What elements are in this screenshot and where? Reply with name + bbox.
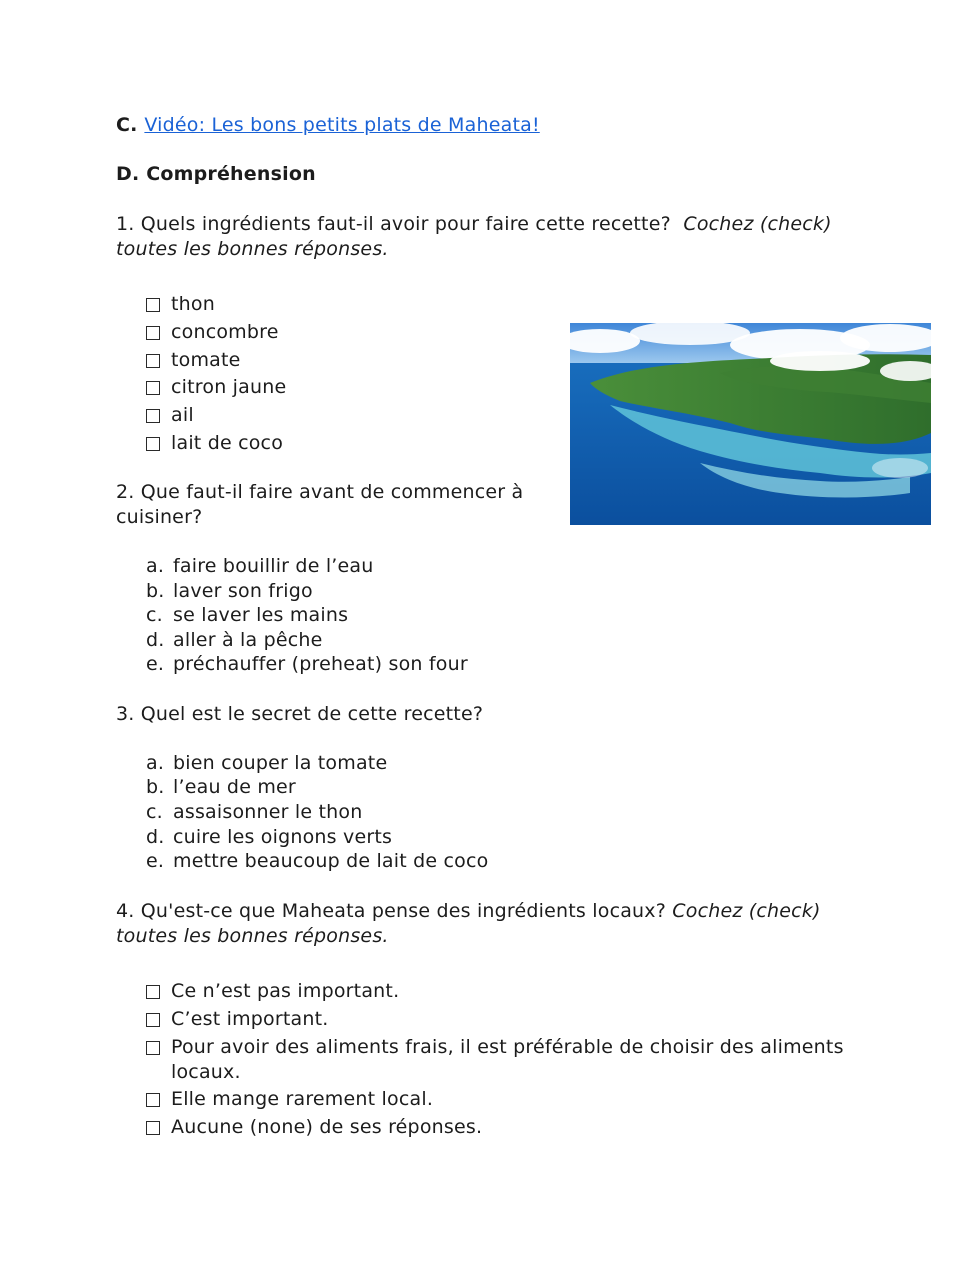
q2-option[interactable]: a. faire bouillir de l’eau: [146, 555, 374, 577]
q3-option[interactable]: b. l’eau de mer: [146, 776, 296, 798]
q1-option[interactable]: citron jaune: [146, 375, 286, 400]
q4-option[interactable]: C’est important.: [146, 1007, 329, 1032]
checkbox[interactable]: [146, 437, 160, 451]
video-link[interactable]: Vidéo: Les bons petits plats de Maheata!: [144, 114, 540, 136]
q3-option[interactable]: a. bien couper la tomate: [146, 752, 388, 774]
q1-option[interactable]: concombre: [146, 320, 279, 345]
checkbox[interactable]: [146, 298, 160, 312]
q1-option[interactable]: tomate: [146, 348, 241, 373]
checkbox[interactable]: [146, 354, 160, 368]
checkbox[interactable]: [146, 326, 160, 340]
checkbox[interactable]: [146, 985, 160, 999]
question-1: 1. Quels ingrédients faut-il avoir pour faire cette recette? Cochez (check) toutes les bonnes réponses.: [116, 213, 832, 260]
q2-option[interactable]: e. préchauffer (preheat) son four: [146, 653, 468, 675]
q1-option[interactable]: ail: [146, 403, 194, 428]
question-4: 4. Qu'est-ce que Maheata pense des ingrédients locaux? Cochez (check) toutes les bonnes réponses.: [116, 900, 821, 947]
question-3: 3. Quel est le secret de cette recette?: [116, 703, 484, 725]
section-c-heading: C. Vidéo: Les bons petits plats de Maheata!: [116, 114, 540, 136]
checkbox[interactable]: [146, 1041, 160, 1055]
checkbox[interactable]: [146, 409, 160, 423]
q3-option[interactable]: c. assaisonner le thon: [146, 801, 363, 823]
q3-option[interactable]: d. cuire les oignons verts: [146, 826, 393, 848]
checkbox[interactable]: [146, 1121, 160, 1135]
island-photo: [570, 323, 931, 525]
checkbox[interactable]: [146, 381, 160, 395]
q3-option[interactable]: e. mettre beaucoup de lait de coco: [146, 850, 489, 872]
q4-option[interactable]: Ce n’est pas important.: [146, 979, 399, 1004]
q2-option[interactable]: b. laver son frigo: [146, 580, 313, 602]
checkbox[interactable]: [146, 1093, 160, 1107]
q4-option[interactable]: Pour avoir des aliments frais, il est préférable de choisir des aliments locaux.: [146, 1035, 886, 1085]
q1-option[interactable]: lait de coco: [146, 431, 283, 456]
section-d-heading: D. Compréhension: [116, 163, 316, 185]
q4-option[interactable]: Aucune (none) de ses réponses.: [146, 1115, 482, 1140]
q2-option[interactable]: c. se laver les mains: [146, 604, 349, 626]
question-2: 2. Que faut-il faire avant de commencer à cuisiner?: [116, 481, 524, 528]
q1-option[interactable]: thon: [146, 292, 215, 317]
q2-option[interactable]: d. aller à la pêche: [146, 629, 323, 651]
q4-option[interactable]: Elle mange rarement local.: [146, 1087, 433, 1112]
island-illustration: [570, 323, 931, 525]
checkbox[interactable]: [146, 1013, 160, 1027]
